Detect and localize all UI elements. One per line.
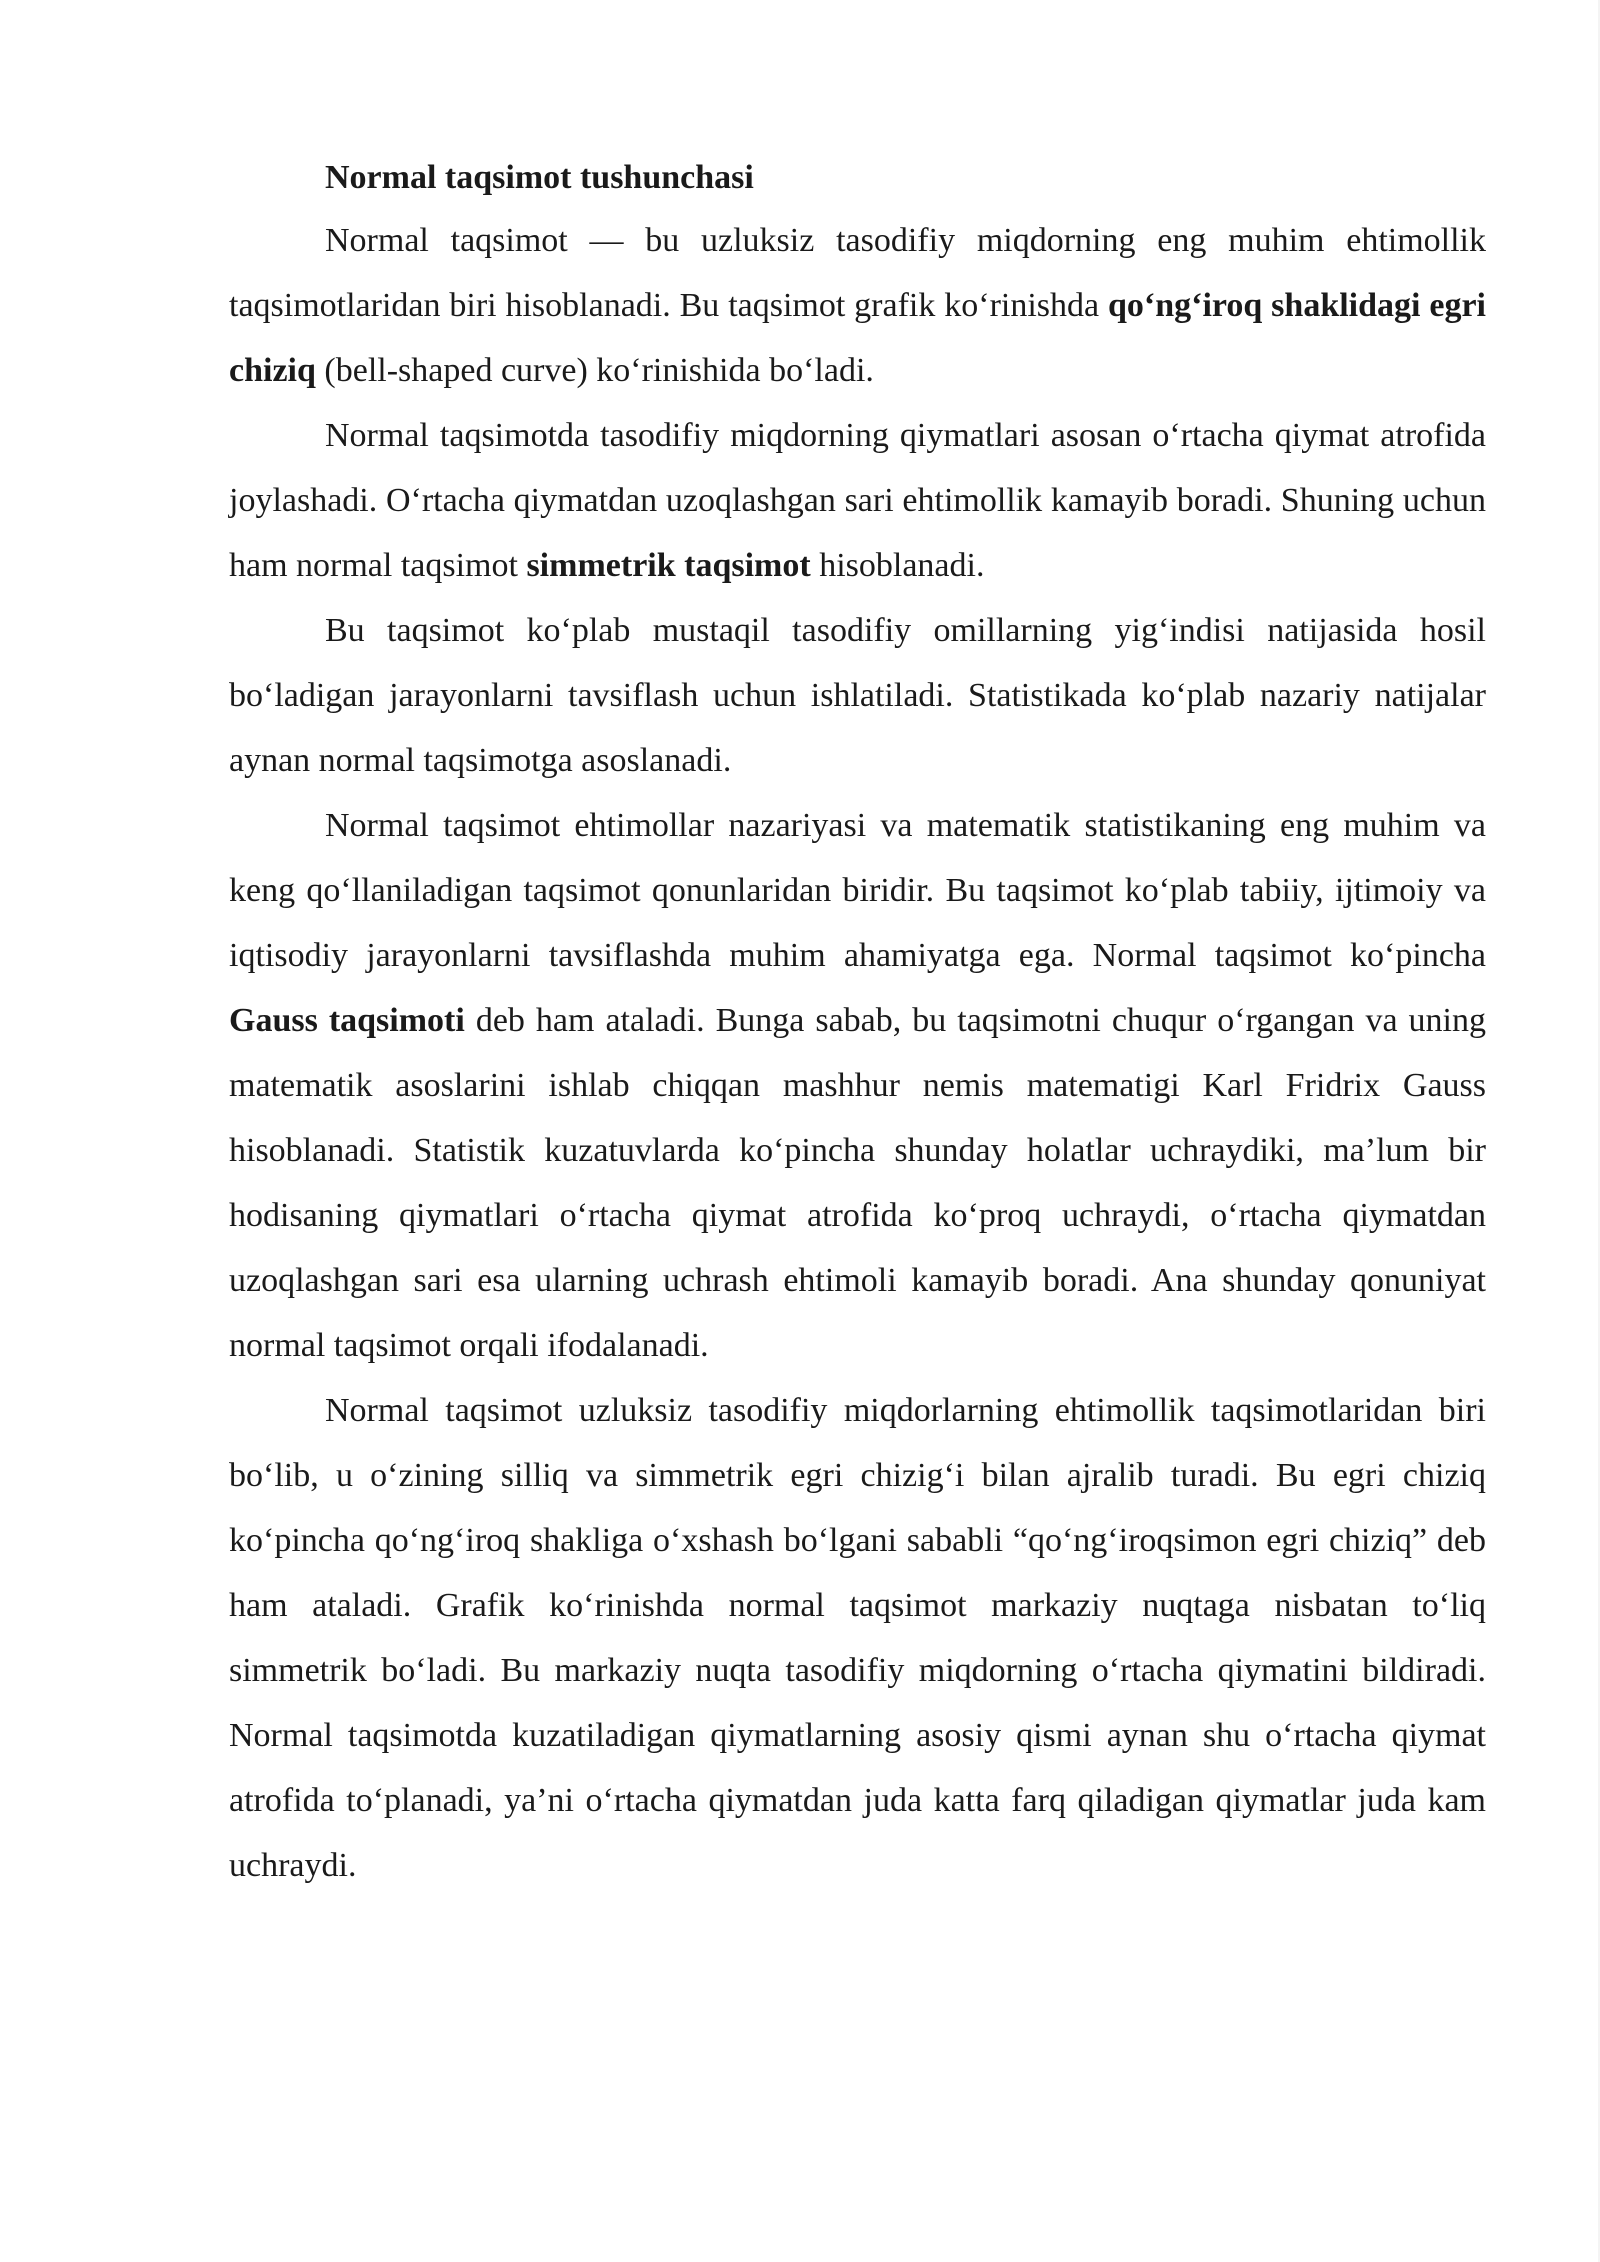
paragraph-1-text-c: (bell-shaped curve) ko‘rinishida bo‘ladi. — [315, 352, 874, 389]
paragraph-2 — [229, 403, 1486, 598]
paragraph-4 — [229, 793, 1486, 1378]
paragraph-1 — [229, 208, 1486, 403]
paragraph-2-text-c: hisoblanadi. — [810, 547, 985, 584]
document-page — [229, 148, 1486, 1898]
paragraph-2-bold: simmetrik taqsimot — [526, 547, 811, 584]
paragraph-1-text-a: Normal taqsimot — bu uzluksiz tasodifiy miqdorning eng muhim ehtimollik taqsimotlaridan biri hisoblanadi. Bu taqsimot grafik ko‘rinishda — [229, 222, 1486, 324]
paragraph-1-bold: qo‘ng‘iroq shaklidagi egri chiziq — [229, 287, 1486, 389]
section-heading: Normal taqsimot tushunchasi — [325, 159, 754, 196]
paragraph-4-bold: Gauss taqsimoti — [229, 1002, 465, 1039]
paragraph-5: Normal taqsimot uzluksiz tasodifiy miqdorlarning ehtimollik taqsimotlaridan biri bo‘lib, u o‘zining silliq va simmetrik egri chizig‘i bilan ajralib turadi. Bu egri chiziq ko‘pincha qo‘ng‘iroq shakliga o‘xshash bo‘lgani sababli “qo‘ng‘iroqsimon egri chiziq” deb ham ataladi. Grafik ko‘rinishda normal taqsimot markaziy nuqtaga nisbatan to‘liq simmetrik bo‘ladi. Bu markaziy nuqta tasodifiy miqdorning o‘rtacha qiymatini bildiradi. Normal taqsimotda kuzatiladigan qiymatlarning asosiy qismi aynan shu o‘rtacha qiymat atrofida to‘planadi, ya’ni o‘rtacha qiymatdan juda katta farq qiladigan qiymatlar juda kam uchraydi. — [229, 1392, 1486, 1884]
paragraph-2-text-a: Normal taqsimotda tasodifiy miqdorning qiymatlari asosan o‘rtacha qiymat atrofida joylashadi. O‘rtacha qiymatdan uzoqlashgan sari ehtimollik kamayib boradi. Shuning uchun ham normal taqsimot — [229, 417, 1486, 584]
paragraph-3: Bu taqsimot ko‘plab mustaqil tasodifiy omillarning yig‘indisi natijasida hosil bo‘ladigan jarayonlarni tavsiflash uchun ishlatiladi. Statistikada ko‘plab nazariy natijalar aynan normal taqsimotga asoslanadi. — [229, 612, 1486, 779]
paragraph-4-text-a: Normal taqsimot ehtimollar nazariyasi va matematik statistikaning eng muhim va keng qo‘llaniladigan taqsimot qonunlaridan biridir. Bu taqsimot ko‘plab tabiiy, ijtimoiy va iqtisodiy jarayonlarni tavsiflashda muhim ahamiyatga ega. Normal taqsimot ko‘pincha — [229, 807, 1486, 974]
paragraph-4-text-c: deb ham ataladi. Bunga sabab, bu taqsimotni chuqur o‘rgangan va uning matematik asoslarini ishlab chiqqan mashhur nemis matematigi Karl Fridrix Gauss hisoblanadi. Statistik kuzatuvlarda ko‘pincha shunday holatlar uchraydiki, ma’lum bir hodisaning qiymatlari o‘rtacha qiymat atrofida ko‘proq uchraydi, o‘rtacha qiymatdan uzoqlashgan sari esa ularning uchrash ehtimoli kamayib boradi. Ana shunday qonuniyat normal taqsimot orqali ifodalanadi. — [229, 1002, 1486, 1364]
